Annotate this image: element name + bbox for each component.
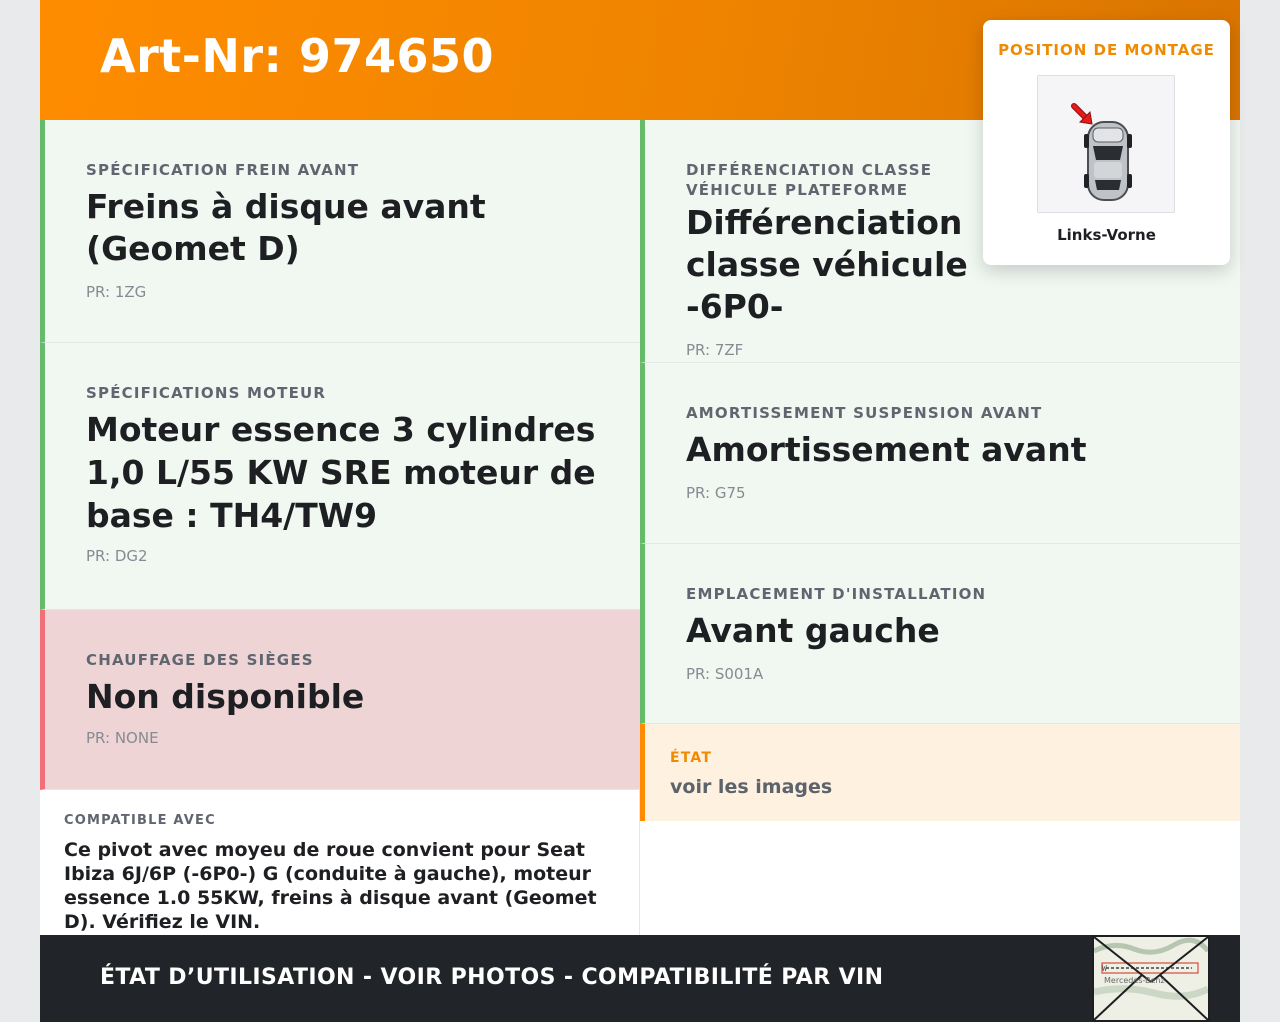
compatibility-label: COMPATIBLE AVEC (64, 813, 216, 828)
card-engine-spec (40, 343, 640, 610)
car-diagram-box (1037, 75, 1175, 213)
mounting-position-card (983, 20, 1230, 265)
mounting-position-caption: Links-Vorne (1057, 226, 1156, 244)
card-pr-code: PR: S001A (686, 665, 764, 683)
card-seat-heating (40, 610, 640, 790)
card-pr-code: PR: 7ZF (686, 341, 744, 359)
card-label: SPÉCIFICATION FREIN AVANT (86, 161, 360, 179)
position-arrow-icon (1074, 106, 1092, 124)
card-front-brake-spec (40, 120, 640, 343)
card-label: AMORTISSEMENT SUSPENSION AVANT (686, 404, 1043, 422)
card-value: Non disponible (86, 677, 365, 716)
footer-text: ÉTAT D’UTILISATION - VOIR PHOTOS - COMPATIBILITÉ PAR VIN (100, 965, 884, 990)
card-condition (640, 724, 1240, 821)
document-thumbnail[interactable] (1092, 935, 1210, 1022)
card-pr-code: PR: DG2 (86, 547, 148, 565)
card-value: Avant gauche (686, 611, 940, 650)
card-pr-code: PR: G75 (686, 484, 746, 502)
card-install-location (640, 544, 1240, 724)
card-label: DIFFÉRENCIATION CLASSE VÉHICULE PLATEFORME (686, 161, 933, 199)
document-brand-text: Mercedes-Benz (1104, 976, 1165, 985)
card-front-suspension (640, 363, 1240, 544)
condition-value: voir les images (670, 776, 833, 798)
car-top-view-icon (1038, 76, 1174, 212)
column-divider (639, 790, 640, 935)
card-pr-code: PR: NONE (86, 729, 159, 747)
card-value: Moteur essence 3 cylindres 1,0 L/55 KW SRE moteur de base : TH4/TW9 (86, 410, 596, 535)
condition-label: ÉTAT (670, 750, 713, 766)
article-number-title: Art-Nr: 974650 (100, 29, 495, 83)
footer-bar (40, 935, 1240, 1022)
envelope-document-icon (1094, 937, 1208, 1020)
compatibility-section (64, 813, 624, 934)
card-label: EMPLACEMENT D'INSTALLATION (686, 585, 987, 603)
document-vin-text: W (1102, 964, 1107, 973)
card-value: Différenciation classe véhicule -6P0- (686, 203, 968, 326)
card-value: Freins à disque avant (Geomet D) (86, 187, 486, 268)
compatibility-text: Ce pivot avec moyeu de roue convient pour Seat Ibiza 6J/6P (-6P0-) G (conduite à gauche), moteur essence 1.0 55KW, freins à disque avant (Geomet D). Vérifiez le VIN. (64, 839, 597, 933)
mounting-position-title: POSITION DE MONTAGE (998, 41, 1215, 59)
card-value: Amortissement avant (686, 430, 1087, 469)
card-pr-code: PR: 1ZG (86, 283, 147, 301)
card-label: SPÉCIFICATIONS MOTEUR (86, 384, 327, 402)
card-label: CHAUFFAGE DES SIÈGES (86, 651, 314, 669)
